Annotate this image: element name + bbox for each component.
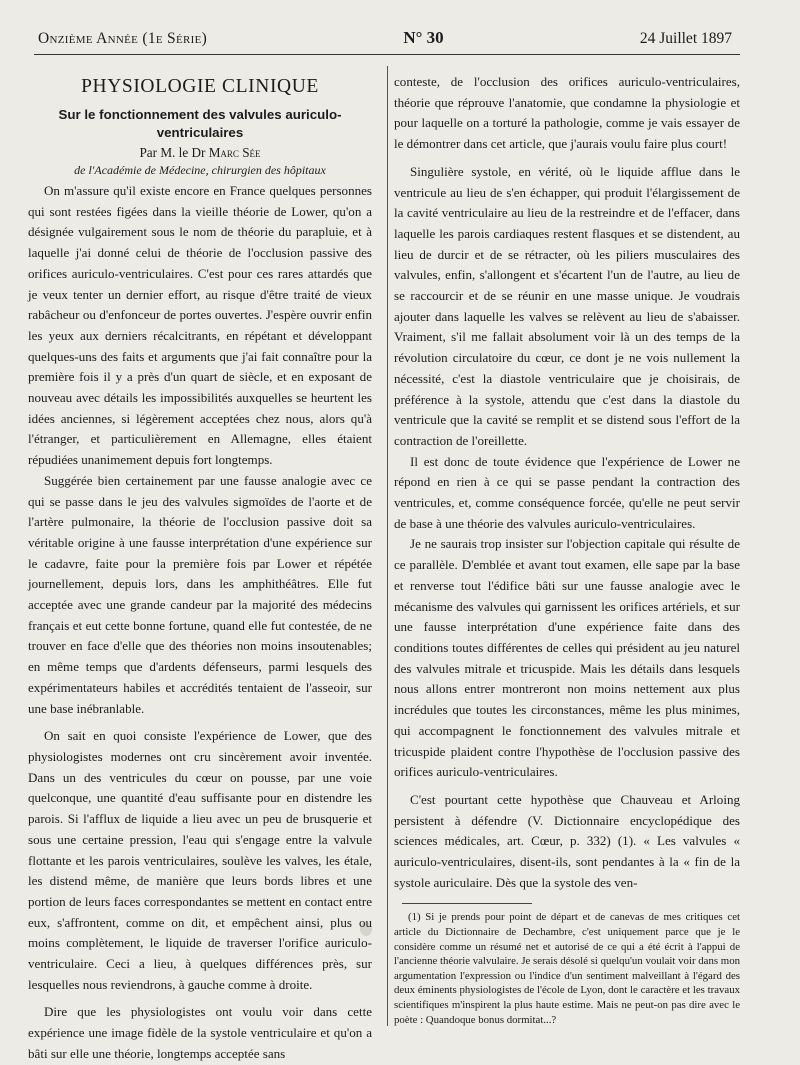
- paper-stain: [360, 922, 372, 936]
- article-section-title: PHYSIOLOGIE CLINIQUE: [81, 76, 319, 97]
- author-name: Marc Sée: [208, 145, 261, 160]
- byline-prefix: Par M. le Dr: [139, 145, 206, 160]
- paragraph: Je ne saurais trop insister sur l'objection capitale qui résulte de ce parallèle. D'emblée et avant tout examen, elle sape par la base et renverse tout l'édifice bâti sur une fausse analogie avec le mécanisme des valvules qui garnissent les orifices artériels, et sur une fausse interprétation d'une expérience faite dans des conditions toutes différentes de celles qui président au jeu naturel des valvules mitrale et tricuspide. Mais les détails dans lesquels nous allons entrer montreront non moins nettement aux plus incrédules que toutes les circonstances, même les plus minimes, qui accompagnent le fonctionnement des valvules mitrale et tricuspide plaident contre l'hypothèse de l'occlusion passive des orifices auriculo-ventriculaires.: [394, 536, 740, 780]
- paragraph: Singulière systole, en vérité, où le liquide afflue dans le ventricule au lieu de s'en échapper, qui produit l'élargissement de la cavité ventriculaire au lieu de la restreindre et de l'effacer, dans laquelle les parois cardiaques restent flasques et se distendent, au lieu de durcir et de se rétracter, où les piliers musculaires des valvules, enfin, s'allongent et s'écartent l'un de l'autre, au lieu de se raccourcir et de se réunir en une masse unique. Je voudrais ajouter dans laquelle les valves se relèvent au lieu de s'abaisser. Vraiment, s'il me fallait absolument voir là un des temps de la révolution circulatoire du cœur, ce dont je ne vois nullement la nécessité, c'est la diastole ventriculaire que je choisirais, de préférence à la systole, attendu que c'est dans la diastole du ventricule que la cavité se remplit et se distend sous l'effort de la contraction de l'oreillette.: [394, 163, 740, 448]
- paragraph: On m'assure qu'il existe encore en France quelques personnes qui sont restées figées dans la vieille théorie de Lower, qu'on a désignée vulgairement sous le nom de théorie du parapluie, et à laquelle j'ai donné celui de théorie de l'occlusion passive des orifices auriculo-ventriculaires. C'est pour ces rares attardés que je veux tenter un dernier effort, au risque d'être traité de vieux rabâcheur ou d'enfonceur de portes ouvertes. J'espère ouvrir enfin les yeux aux derniers récalcitrants, en répétant et développant quelques-uns des faits et arguments que j'ai fait connaître pour la première fois il y a près d'un quart de siècle, et en exposant de nouveau avec détails les impossibilités auxquelles se heurtent les idées anciennes, si légèrement acceptées chez nous, alors qu'à l'étranger, et particulièrement en Allemagne, elles étaient répudiées unanimement depuis fort longtemps.: [28, 183, 372, 468]
- author-affiliation: de l'Académie de Médecine, chirurgien des hôpitaux: [74, 163, 326, 177]
- right-column: [394, 72, 740, 1027]
- volume-label: Onzième Année (1e Série): [38, 30, 208, 47]
- article-subtitle: Sur le fonctionnement des valvules auriculo-ventriculaires: [58, 107, 342, 140]
- column-divider: [387, 66, 388, 1026]
- paragraph: C'est pourtant cette hypothèse que Chauveau et Arloing persistent à défendre (V. Dictionnaire encyclopédique des sciences médicales, art. Cœur, p. 332) (1). « Les valvules « auriculo-ventriculaires, disent-ils, sont pendantes à la « fin de la systole auriculaire. Dès que la systole des ven-: [394, 791, 740, 890]
- paragraph: On sait en quoi consiste l'expérience de Lower, que des physiologistes modernes ont cru sincèrement avoir inventée. Dans un des ventricules du cœur on pousse, par une voie quelconque, une quantité d'eau suffisante pour en distendre les parois. Si l'afflux de liquide a lieu avec un peu de brusquerie et sous une certaine pression, l'eau qui s'engage entre la valvule flottante et les parois ventriculaires, soulève les valves, les étale, les distend même, de manière que leurs bords libres et une portion de leurs faces correspondantes se mettent en contact entre eux, s'affrontent, comme on dit, et empêchent ainsi, plus ou moins complètement, le liquide de traverser l'orifice auriculo-ventriculaire. Ceci a lieu, à quelques différences près, sur lesquelles nous reviendrons, à gauche comme à droite.: [28, 728, 372, 992]
- left-column: [28, 72, 372, 1065]
- footnote-rule: [402, 903, 532, 904]
- issue-date: 24 Juillet 1897: [639, 30, 732, 47]
- paragraph: conteste, de l'occlusion des orifices auriculo-ventriculaires, théorie que réprouve l'anatomie, que condamne la physiologie et pour laquelle on a torturé la pathologie, comme je vais essayer de le démontrer dans cet article, que j'aurais voulu faire plus court!: [394, 74, 740, 152]
- header-rule: [34, 54, 740, 55]
- paragraph: Dire que les physiologistes ont voulu voir dans cette expérience une image fidèle de la systole ventriculaire et qu'on a bâti sur elle une théorie, longtemps acceptée sans: [28, 1004, 372, 1061]
- issue-number: N° 30: [403, 28, 444, 47]
- paragraph: Il est donc de toute évidence que l'expérience de Lower ne répond en rien à ce qui se passe pendant la contraction des ventricules, et, comme conséquence forcée, qu'elle ne peut servir de base à une théorie des valvules auriculo-ventriculaires.: [394, 453, 740, 531]
- running-header: [38, 28, 732, 50]
- byline: [28, 144, 372, 162]
- footnote: (1) Si je prends pour point de départ et de canevas de mes critiques cet article du Dictionnaire de Dechambre, c'est uniquement parce que je le considère comme un résumé net et autorisé de ce qui a été écrit à l'appui de l'ancienne théorie valvulaire. Je serais désolé si quelqu'un voulait voir dans mon argumentation l'expression ou l'indice d'un sentiment malveillant à l'égard des deux éminents physiologistes de l'école de Lyon, dont le caractère et les travaux scientifiques m'inspirent la plus haute estime. Mais ne peut-on pas dire avec le poète : Quandoque bonus dormitat...?: [394, 911, 740, 1026]
- paragraph: Suggérée bien certainement par une fausse analogie avec ce qui se passe dans le jeu des valvules sigmoïdes de l'aorte et de l'artère pulmonaire, la théorie de l'occlusion passive doit sa véritable origine à une fausse interprétation d'une expérience sur le cadavre, faite pour la première fois par Lower et répétée journellement, depuis lors, dans les amphithéâtres. Elle fut acceptée avec une grande candeur par la majorité des médecins français et eut cette bonne fortune, quand elle fut contestée, de ne trouver en face d'elle que des théories non moins insoutenables; en même temps que d'ardents défenseurs, parmi lesquels des expérimentateurs habiles et accrédités tentaient de l'asseoir, sur une base inébranlable.: [28, 472, 372, 716]
